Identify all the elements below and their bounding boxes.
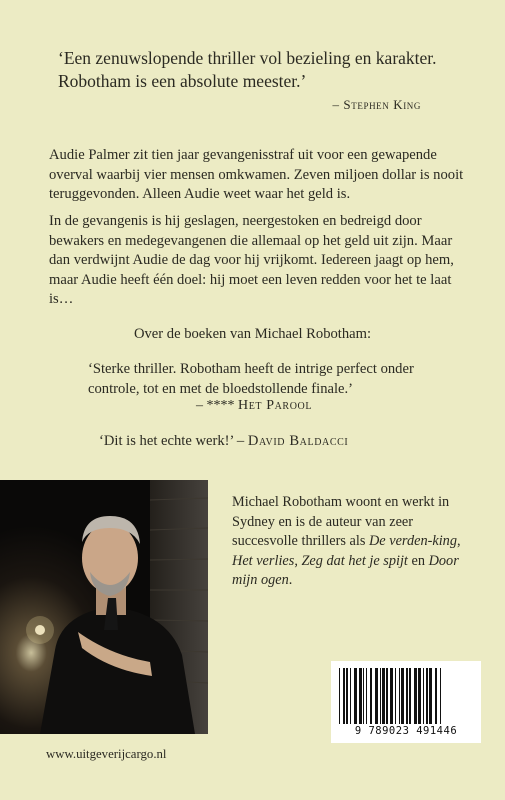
- barcode-bar: [346, 668, 348, 724]
- barcode-bar: [343, 668, 345, 724]
- cover-quote-stephen-king: [58, 47, 458, 93]
- bio-sep-2: ,: [294, 552, 302, 569]
- barcode-bar: [366, 668, 367, 724]
- barcode-bars: [337, 668, 475, 724]
- quote-attribution-parool: [196, 398, 312, 414]
- quote-baldacci-text: ‘Dit is het echte werk!’ –: [99, 433, 245, 449]
- barcode-bar: [382, 668, 385, 724]
- book-title-3: Zeg dat het je spijt: [301, 552, 408, 569]
- synopsis-paragraph-2: In de gevangenis is hij geslagen, neergestoken en bedreigd door bewakers en medegevangenen die allemaal op het geld uit zijn. Maar dan verdwijnt Audie de dag voor hij vrijkomt. Iedereen jaagt op hem, maar Audie heeft één doel: hij moet een leven redden voor het te laat is…: [49, 213, 454, 307]
- source-baldacci: David Baldacci: [247, 433, 349, 449]
- bio-sep-1: ,: [456, 533, 461, 549]
- isbn-number: 9 789023 491446: [354, 725, 458, 737]
- barcode-bar: [375, 668, 378, 724]
- rating-stars: – ****: [196, 398, 235, 413]
- barcode-bar: [370, 668, 372, 724]
- bio-sep-3: en: [407, 552, 429, 569]
- bio-end: .: [288, 572, 293, 588]
- book-title-1: De verden-king: [368, 533, 457, 549]
- barcode-bar: [423, 668, 424, 724]
- barcode-bar: [359, 668, 362, 724]
- book-title-4: Door mijn ogen: [232, 552, 459, 588]
- barcode-bar: [380, 668, 381, 724]
- barcode-bar: [418, 668, 421, 724]
- barcode-bar: [440, 668, 441, 724]
- author-bio: [232, 493, 472, 591]
- barcode-bar: [429, 668, 432, 724]
- isbn-barcode: [331, 661, 481, 743]
- about-books-heading: Over de boeken van Michael Robotham:: [133, 326, 372, 342]
- barcode-bar: [395, 668, 396, 724]
- barcode-bar: [386, 668, 388, 724]
- barcode-bar: [406, 668, 408, 724]
- author-photo-illustration: [0, 480, 208, 734]
- barcode-bar: [390, 668, 393, 724]
- barcode-bar: [350, 668, 351, 724]
- quote-line-2: Robotham is een absolute meester.’: [58, 71, 307, 91]
- bio-intro: Michael Robotham woont en werkt in Sydney en is de auteur van zeer succesvolle thrillers als: [232, 494, 450, 549]
- quote-baldacci: [99, 433, 348, 450]
- quote-het-parool: ‘Sterke thriller. Robotham heeft de intrige perfect onder controle, tot en met de bloedstollende finale.’: [88, 361, 414, 397]
- barcode-bar: [414, 668, 417, 724]
- publisher-url[interactable]: www.uitgeverijcargo.nl: [46, 747, 167, 761]
- barcode-bar: [409, 668, 411, 724]
- synopsis-paragraph-1: Audie Palmer zit tien jaar gevangenisstraf uit voor een gewapende overval waarbij vier mensen omkwamen. Zeven miljoen dollar is nooit teruggevonden. Alleen Audie weet waar het geld is.: [49, 147, 464, 202]
- author-photo: [0, 480, 208, 734]
- barcode-bar: [354, 668, 357, 724]
- barcode-bar: [399, 668, 400, 724]
- quote-line-1: ‘Een zenuwslopende thriller vol bezieling en karakter.: [58, 48, 437, 68]
- barcode-bar: [339, 668, 340, 724]
- quote-attribution-king: – Stephen King: [332, 97, 421, 112]
- barcode-bar: [435, 668, 437, 724]
- barcode-bar: [363, 668, 364, 724]
- book-title-2: Het verlies: [232, 552, 295, 569]
- barcode-bar: [401, 668, 404, 724]
- barcode-bar: [426, 668, 428, 724]
- source-het-parool: Het Parool: [238, 398, 313, 413]
